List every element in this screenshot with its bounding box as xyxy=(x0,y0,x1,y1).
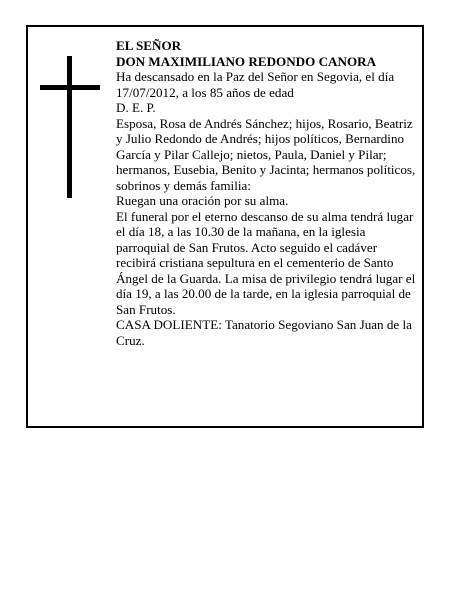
notice-text xyxy=(116,38,420,348)
death-announcement: Ha descansado en la Paz del Señor en Segovia, el día 17/07/2012, a los 85 años de edad xyxy=(116,69,395,100)
cross-horizontal-bar xyxy=(40,85,100,90)
prayer-request: Ruegan una oración por su alma. xyxy=(116,193,289,208)
notice-title: EL SEÑOR xyxy=(116,38,182,53)
mourning-house: CASA DOLIENTE: Tanatorio Segoviano San Juan de la Cruz. xyxy=(116,317,412,348)
deceased-name: DON MAXIMILIANO REDONDO CANORA xyxy=(116,53,377,69)
family-list: Esposa, Rosa de Andrés Sánchez; hijos, Rosario, Beatriz y Julio Redondo de Andrés; hijos políticos, Bernardino García y Pilar Callejo; nietos, Paula, Daniel y Pilar; hermanos, Eusebia, Benito y Jacinta; hermanos políticos, sobrinos y demás familia: xyxy=(116,115,416,193)
funeral-details: El funeral por el eterno descanso de su alma tendrá lugar el día 18, a las 10.30 de la mañana, en la iglesia parroquial de San Frutos. Acto seguido el cadáver recibirá cristiana sepultura en el cementerio de Santo Ángel de la Guarda. La misa de privilegio tendrá lugar el día 19, a las 20.00 de la tarde, en la iglesia parroquial de San Frutos. xyxy=(116,208,416,317)
latin-cross-icon xyxy=(40,56,100,198)
obituary-notice xyxy=(26,25,424,428)
cross-vertical-bar xyxy=(67,56,72,198)
rip-line: D. E. P. xyxy=(116,100,156,115)
